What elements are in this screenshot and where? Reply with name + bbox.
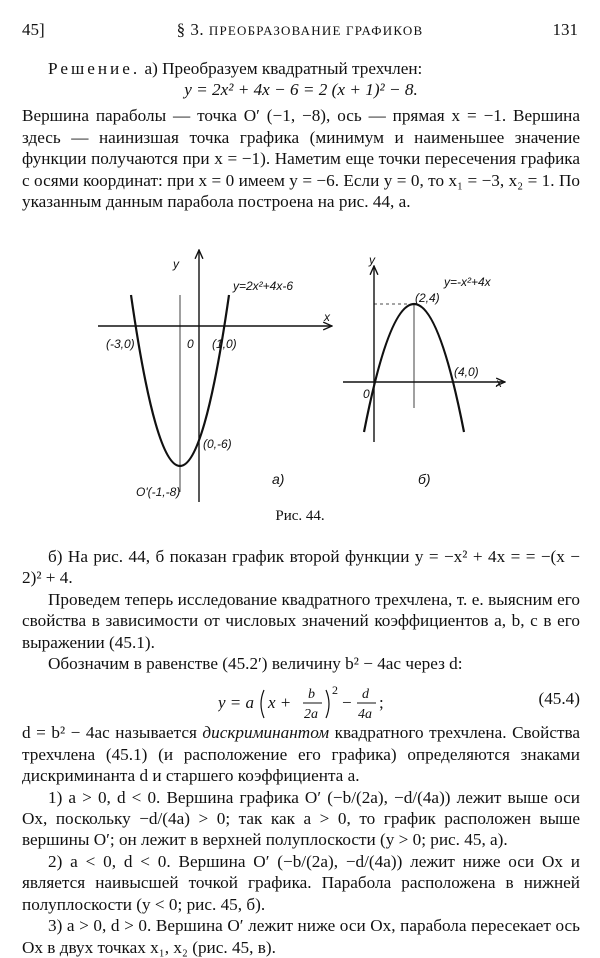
right-point-4: (4,0) <box>454 365 479 379</box>
formula-end: ; <box>379 693 384 713</box>
formula-minus: − <box>342 693 352 713</box>
header-page-left: 45] <box>22 20 45 39</box>
formula-frac1-den: 2a <box>304 707 318 723</box>
left-origin-label: 0 <box>187 337 194 351</box>
paragraph-case-3: 3) a > 0, d > 0. Вершина O′ лежит ниже оси Ox, парабола пересекает ось Ox в двух точках x₁, x₂ (рис. 45, в). <box>22 916 580 957</box>
discriminant-post: квадратного трехчлена. Свойства трехчлена (45.1) (и расположение его графика) определяются знаками дискриминанта d и старшего коэффициента a. <box>22 723 580 786</box>
right-equation: y=-x²+4x <box>444 275 491 289</box>
figure-caption: Рис. 44. <box>275 508 325 524</box>
paragraph-solution <box>22 58 580 79</box>
left-sublabel: а) <box>272 471 285 487</box>
left-y-label: y <box>173 257 179 271</box>
paragraph-case-2: 2) a < 0, d < 0. Вершина O′ (−b/(2a), −d/(4a)) лежит ниже оси Ox и является наивысшей точкой графика. Парабола расположена в нижней полуплоскости (y < 0; рис. 45, б). <box>22 851 580 914</box>
upper-text <box>22 58 580 212</box>
formula-45-4-body <box>218 684 448 724</box>
page-header <box>22 20 578 48</box>
formula-frac1-num: b <box>308 687 315 703</box>
header-section-title: ПРЕОБРАЗОВАНИЕ ГРАФИКОВ <box>208 23 424 38</box>
figure-44-graphs <box>0 240 600 520</box>
left-point-yint: (0,-6) <box>203 437 232 451</box>
paragraph-case-1: 1) a > 0, d < 0. Вершина графика O′ (−b/(2a), −d/(4a)) лежит выше оси Ox, поскольку −d/(4a) > 0; так как a > 0, то график расположен выше вершины O′; он лежит в верхней полуплоскости (y > 0; рис. 45, а). <box>22 787 580 850</box>
lower-text <box>22 546 580 958</box>
formula-frac2-num: d <box>362 687 369 703</box>
header-section <box>22 20 578 40</box>
right-vertex-label: (2,4) <box>415 291 440 305</box>
paragraph-vertex: Вершина параболы — точка O′ (−1, −8), ось — прямая x = −1. Вершина здесь — наинизшая точка графика (минимум и наименьшее значение функции получаются при x = −1). Наметим еще точки пересечения графика с осями координат: при x = 0 имеем y = −6. Если y = 0, то x₁ = −3, x₂ = 1. По указанным данным парабола построена на рис. 44, а. <box>22 106 580 212</box>
left-point-minus3: (-3,0) <box>106 337 135 351</box>
left-x-label: x <box>324 310 330 324</box>
formula-45-4 <box>22 676 580 723</box>
right-x-label: x <box>496 376 502 390</box>
paragraph-second-function: б) На рис. 44, б показан график второй функции y = −x² + 4x = = −(x − 2)² + 4. <box>22 547 580 588</box>
formula-lhs: y = a <box>218 693 255 713</box>
formula-paren-open: x + <box>268 693 292 713</box>
left-point-1: (1,0) <box>212 337 237 351</box>
right-y-label: y <box>369 253 375 267</box>
paragraph-investigation: Проведем теперь исследование квадратного трехчлена, т. е. выясним его свойства в зависимости от числовых значений коэффициентов a, b, c в его выражении (45.1). <box>22 589 580 652</box>
figure-44 <box>0 240 600 526</box>
header-page-number: 131 <box>552 20 578 39</box>
formula-frac2-den: 4a <box>358 707 372 723</box>
header-section-number: § 3. <box>176 20 205 39</box>
paragraph-discriminant <box>22 722 580 786</box>
solution-text: а) Преобразуем квадратный трехчлен: <box>140 59 423 78</box>
discriminant-term: дискриминантом <box>202 723 330 743</box>
discriminant-pre: d = b² − 4ac называется <box>22 723 203 743</box>
paragraph-denote: Обозначим в равенстве (45.2′) величину b² − 4ac через d: <box>48 654 463 674</box>
right-origin-label: 0 <box>363 387 370 401</box>
formula-square: 2 <box>332 684 338 698</box>
right-sublabel: б) <box>418 471 431 487</box>
solution-label: Решение. <box>48 59 141 78</box>
formula-number: (45.4) <box>538 689 580 709</box>
left-vertex-label: O'(-1,-8) <box>136 485 181 499</box>
formula-1: y = 2x² + 4x − 6 = 2 (x + 1)² − 8. <box>184 80 418 100</box>
left-equation: y=2x²+4x-6 <box>233 279 294 293</box>
